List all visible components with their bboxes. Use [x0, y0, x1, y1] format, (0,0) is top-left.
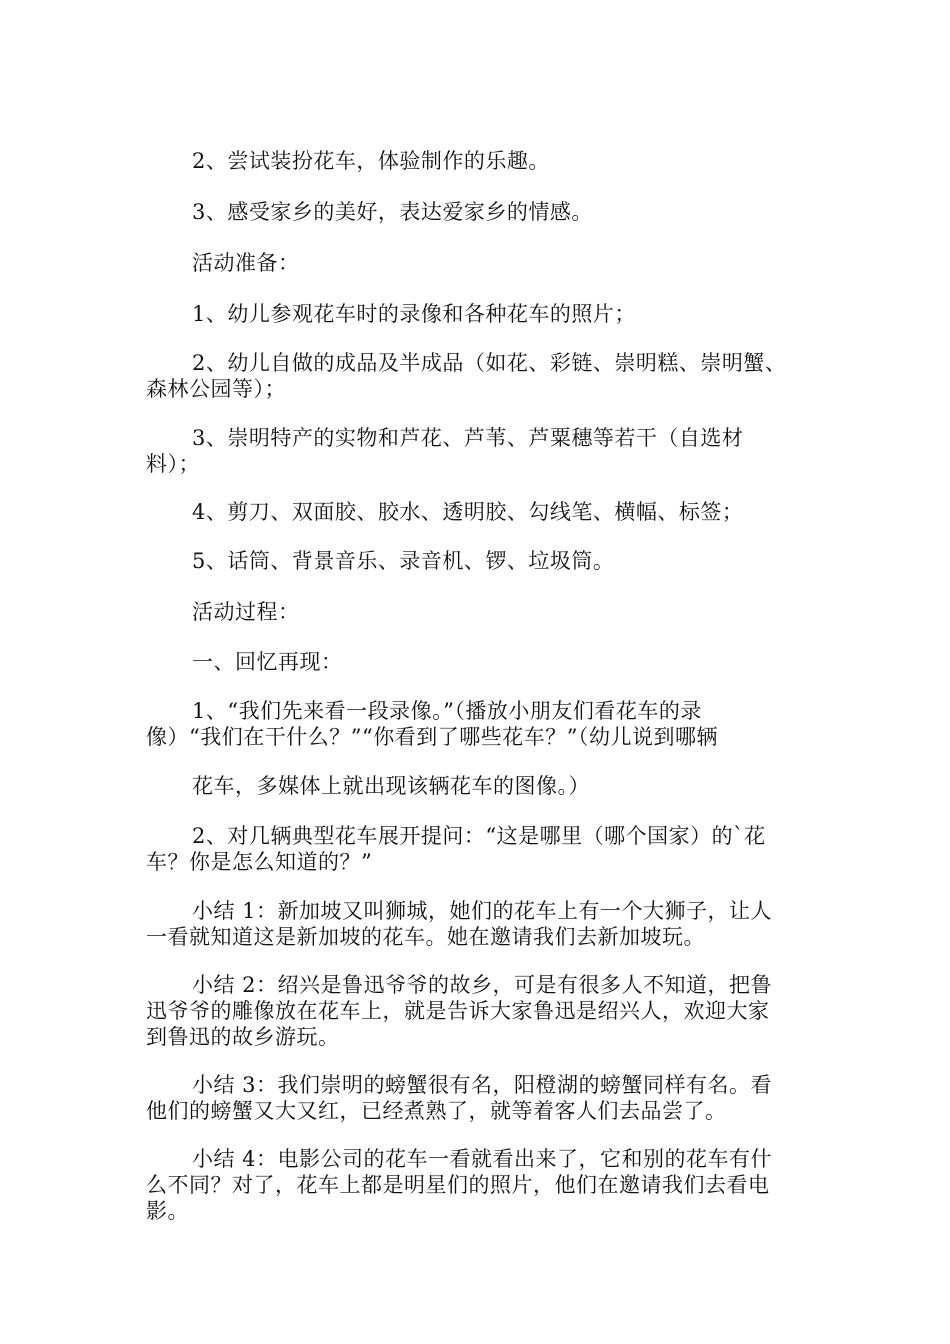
- process-item-1-line-1: 1、“我们先来看一段录像。”（播放小朋友们看花车的录: [192, 699, 702, 723]
- preparation-item-4: 4、剪刀、双面胶、胶水、透明胶、勾线笔、横幅、标签；: [192, 500, 744, 524]
- process-item-2-line-1: 2、对几辆典型花车展开提问：“这是哪里（哪个国家）的`花: [192, 824, 766, 848]
- summary-1-line-1: 小结 1：新加坡又叫狮城，她们的花车上有一个大狮子，让人: [192, 899, 773, 923]
- preparation-item-2-line-1: 2、幼儿自做的成品及半成品（如花、彩链、崇明糕、崇明蟹、: [192, 351, 787, 375]
- process-item-1-line-2: 像）“我们在干什么？”“你看到了哪些花车？”（幼儿说到哪辆: [146, 725, 718, 749]
- summary-3-line-2: 他们的螃蟹又大又红，已经煮熟了，就等着客人们去品尝了。: [146, 1099, 727, 1123]
- summary-4-line-3: 影。: [146, 1199, 189, 1223]
- summary-3-line-1: 小结 3：我们崇明的螃蟹很有名，阳橙湖的螃蟹同样有名。看: [192, 1073, 773, 1097]
- goal-2: 2、尝试装扮花车，体验制作的乐趣。: [192, 149, 550, 173]
- summary-1-line-2: 一看就知道这是新加坡的花车。她在邀请我们去新加坡玩。: [146, 925, 705, 949]
- section-heading-process: 活动过程：: [192, 600, 300, 624]
- goal-3: 3、感受家乡的美好，表达爱家乡的情感。: [192, 200, 593, 224]
- preparation-item-3-line-1: 3、崇明特产的实物和芦花、芦苇、芦粟穗等若干（自选材: [192, 426, 744, 450]
- summary-2-line-3: 到鲁迅的故乡游玩。: [146, 1025, 340, 1049]
- process-step-heading: 一、回忆再现：: [192, 650, 343, 674]
- process-item-1-line-3: 花车，多媒体上就出现该辆花车的图像。）: [192, 774, 590, 798]
- process-item-2-line-2: 车？你是怎么知道的？”: [146, 850, 373, 874]
- summary-4-line-2: 么不同？对了，花车上都是明星们的照片，他们在邀请我们去看电: [146, 1173, 770, 1197]
- summary-2-line-2: 迅爷爷的雕像放在花车上，就是告诉大家鲁迅是绍兴人，欢迎大家: [146, 999, 770, 1023]
- preparation-item-5: 5、话筒、背景音乐、录音机、锣、垃圾筒。: [192, 549, 615, 573]
- section-heading-preparation: 活动准备：: [192, 251, 300, 275]
- summary-4-line-1: 小结 4：电影公司的花车一看就看出来了，它和别的花车有什: [192, 1147, 773, 1171]
- summary-2-line-1: 小结 2：绍兴是鲁迅爷爷的故乡，可是有很多人不知道，把鲁: [192, 973, 773, 997]
- preparation-item-2-line-2: 森林公园等）；: [146, 377, 286, 401]
- preparation-item-3-line-2: 料）；: [146, 452, 200, 476]
- preparation-item-1: 1、幼儿参观花车时的录像和各种花车的照片；: [192, 302, 636, 326]
